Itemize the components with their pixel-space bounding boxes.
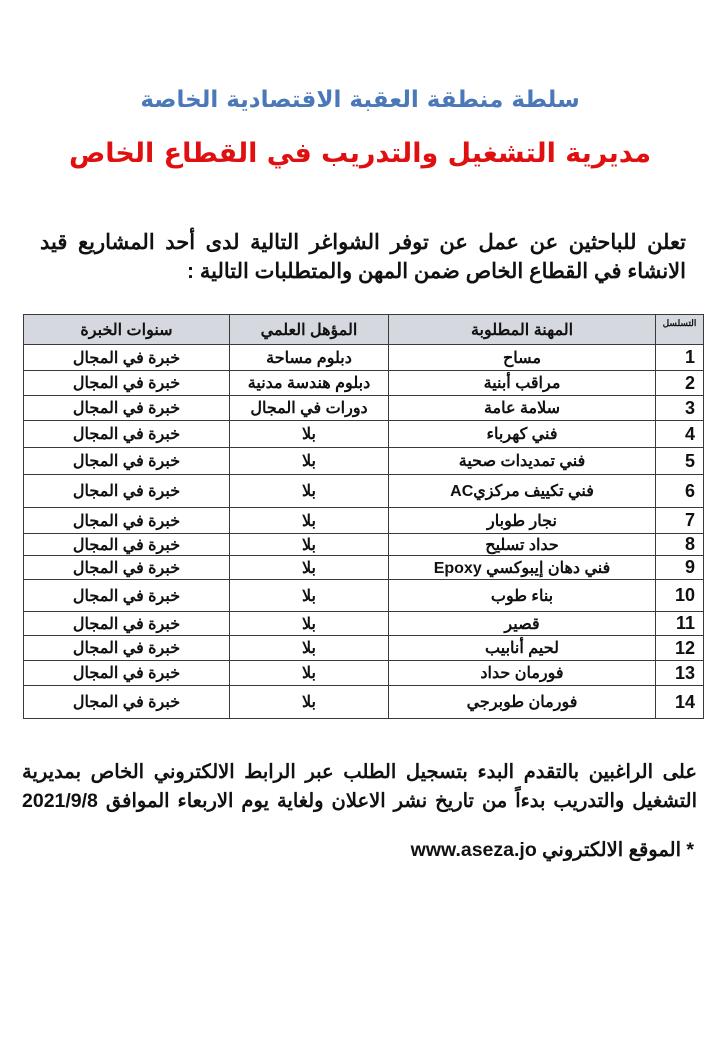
cell-serial: 3 [656, 396, 704, 421]
table-row [24, 448, 704, 475]
cell-profession: قصير [389, 612, 656, 636]
table-body [24, 345, 704, 719]
cell-serial: 8 [656, 534, 704, 556]
cell-profession: فني كهرباء [389, 421, 656, 448]
website-link[interactable]: www.aseza.jo [410, 839, 537, 861]
cell-experience: خبرة في المجال [24, 686, 230, 719]
cell-qualification: بلا [230, 448, 389, 475]
cell-experience: خبرة في المجال [24, 421, 230, 448]
cell-serial: 5 [656, 448, 704, 475]
cell-profession: فورمان حداد [389, 661, 656, 686]
cell-experience: خبرة في المجال [24, 448, 230, 475]
table-row [24, 345, 704, 371]
cell-serial: 1 [656, 345, 704, 371]
cell-qualification: بلا [230, 636, 389, 661]
cell-qualification: بلا [230, 556, 389, 580]
table-row [24, 534, 704, 556]
cell-profession: لحيم أنابيب [389, 636, 656, 661]
cell-serial: 9 [656, 556, 704, 580]
cell-profession: فني دهان إيبوكسي Epoxy [389, 556, 656, 580]
website-line [411, 836, 694, 864]
cell-qualification: دبلوم مساحة [230, 345, 389, 371]
cell-experience: خبرة في المجال [24, 612, 230, 636]
intro-line-2: الانشاء في القطاع الخاص ضمن المهن والمتطلبات التالية : [187, 260, 686, 283]
cell-profession: نجار طوبار [389, 508, 656, 534]
header-serial: التسلسل [656, 315, 704, 345]
header-experience: سنوات الخبرة [24, 315, 230, 345]
table-row [24, 661, 704, 686]
instructions-line-1: على الراغبين بالتقدم البدء بتسجيل الطلب عبر الرابط الالكتروني الخاص بمديرية [22, 761, 697, 783]
cell-serial: 12 [656, 636, 704, 661]
cell-qualification: بلا [230, 421, 389, 448]
header-qualification: المؤهل العلمي [230, 315, 389, 345]
cell-experience: خبرة في المجال [24, 636, 230, 661]
cell-serial: 2 [656, 371, 704, 396]
cell-qualification: بلا [230, 612, 389, 636]
cell-qualification: بلا [230, 475, 389, 508]
table-row [24, 580, 704, 612]
cell-profession: بناء طوب [389, 580, 656, 612]
cell-qualification: بلا [230, 534, 389, 556]
cell-qualification: بلا [230, 686, 389, 719]
cell-qualification: بلا [230, 661, 389, 686]
directorate-title: مديرية التشغيل والتدريب في القطاع الخاص [68, 138, 652, 169]
website-label: * الموقع الالكتروني [542, 839, 694, 861]
cell-serial: 11 [656, 612, 704, 636]
cell-serial: 4 [656, 421, 704, 448]
cell-experience: خبرة في المجال [24, 534, 230, 556]
vacancies-table [23, 314, 704, 719]
cell-experience: خبرة في المجال [24, 661, 230, 686]
cell-serial: 14 [656, 686, 704, 719]
cell-profession: مراقب أبنية [389, 371, 656, 396]
table-row [24, 556, 704, 580]
table-row [24, 686, 704, 719]
cell-experience: خبرة في المجال [24, 580, 230, 612]
cell-experience: خبرة في المجال [24, 556, 230, 580]
cell-qualification: دبلوم هندسة مدنية [230, 371, 389, 396]
cell-qualification: دورات في المجال [230, 396, 389, 421]
application-instructions [22, 758, 697, 816]
cell-serial: 10 [656, 580, 704, 612]
instructions-line-2: التشغيل والتدريب بدءاً من تاريخ نشر الاعلان ولغاية يوم الاربعاء الموافق 2021/9/8 [22, 790, 697, 812]
cell-experience: خبرة في المجال [24, 475, 230, 508]
table-row [24, 508, 704, 534]
cell-profession: فني تكييف مركزيAC [389, 475, 656, 508]
cell-profession: فني تمديدات صحية [389, 448, 656, 475]
cell-profession: فورمان طوبرجي [389, 686, 656, 719]
cell-profession: مساح [389, 345, 656, 371]
header-profession: المهنة المطلوبة [389, 315, 656, 345]
cell-experience: خبرة في المجال [24, 345, 230, 371]
intro-paragraph [40, 228, 686, 286]
table-row [24, 475, 704, 508]
cell-experience: خبرة في المجال [24, 508, 230, 534]
cell-profession: حداد تسليح [389, 534, 656, 556]
cell-serial: 6 [656, 475, 704, 508]
intro-line-1: تعلن للباحثين عن عمل عن توفر الشواغر التالية لدى أحد المشاريع قيد [40, 231, 686, 254]
cell-serial: 7 [656, 508, 704, 534]
table-row [24, 612, 704, 636]
table-row [24, 371, 704, 396]
cell-experience: خبرة في المجال [24, 396, 230, 421]
authority-title: سلطة منطقة العقبة الاقتصادية الخاصة [140, 87, 580, 113]
cell-experience: خبرة في المجال [24, 371, 230, 396]
cell-serial: 13 [656, 661, 704, 686]
table-row [24, 421, 704, 448]
table-row [24, 396, 704, 421]
cell-qualification: بلا [230, 580, 389, 612]
table-header-row [24, 315, 704, 345]
cell-profession: سلامة عامة [389, 396, 656, 421]
cell-qualification: بلا [230, 508, 389, 534]
table-row [24, 636, 704, 661]
